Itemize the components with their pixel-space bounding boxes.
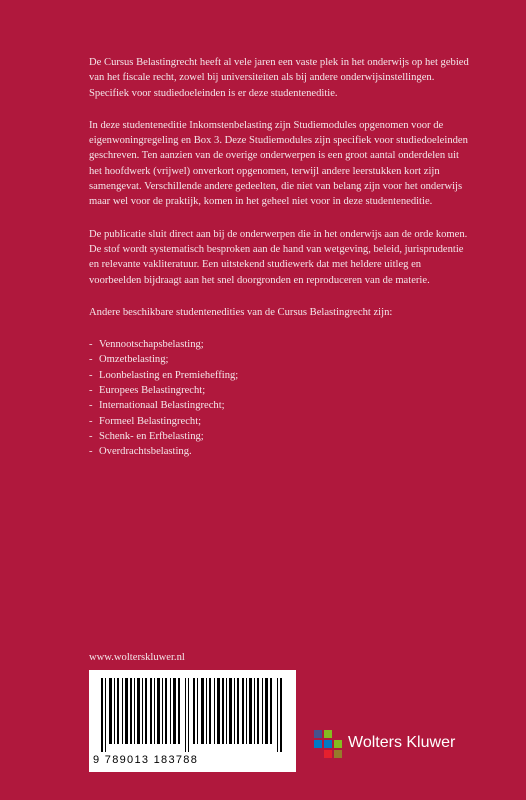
list-item: - Schenk- en Erfbelasting;: [89, 430, 204, 442]
list-item: - Loonbelasting en Premieheffing;: [89, 369, 239, 381]
wolters-kluwer-logo-icon: [314, 730, 342, 758]
list-item: - Europees Belastingrecht;: [89, 385, 206, 397]
publisher-name: Wolters Kluwer: [348, 734, 456, 751]
paragraph-intro: De Cursus Belastingrecht heeft al vele jaren een vaste plek in het onderwijs op het gebied van het fiscale recht, zowel bij universiteiten als bij andere onderwijsinstellingen. Specifiek voor studiedoeleinden is er deze studenteneditie.: [89, 57, 469, 99]
website-link[interactable]: www.wolterskluwer.nl: [89, 652, 185, 663]
list-item: - Vennootschapsbelasting;: [89, 339, 204, 351]
list-item: - Omzetbelasting;: [89, 354, 169, 366]
barcode-bars: [101, 678, 285, 752]
blurb: [89, 55, 469, 460]
editions-list: [89, 337, 469, 459]
paragraph-contents: In deze studenteneditie Inkomstenbelasting zijn Studiemodules opgenomen voor de eigenwoningregeling en Box 3. Deze Studiemodules zijn specifiek voor studiedoeleinden geschreven. Ten aanzien van de overige onderwerpen is een groot aantal onderdelen uit het hoofdwerk (vrijwel) onverkort opgenomen, terwijl andere leerstukken kort zijn samengevat. Verschillende andere gedeelten, die niet van belang zijn voor het onderwijs maar wel voor de praktijk, komen in het geheel niet voor in deze studenteneditie.: [89, 119, 468, 208]
list-item: - Formeel Belastingrecht;: [89, 415, 202, 427]
list-item: - Internationaal Belastingrecht;: [89, 400, 225, 412]
publisher-logo: [314, 726, 504, 766]
list-item: - Overdrachtsbelasting.: [89, 446, 192, 458]
paragraph-publication: De publicatie sluit direct aan bij de onderwerpen die in het onderwijs aan de orde komen. De stof wordt systematisch besproken aan de hand van wetgeving, beleid, jurisprudentie en relevante vakliteratuur. Een uitstekend studiewerk dat met heldere uitleg en voorbeelden bijdraagt aan het snel doorgronden en reproduceren van de materie.: [89, 228, 468, 286]
paragraph-editions-intro: Andere beschikbare studentenedities van de Cursus Belastingrecht zijn:: [89, 306, 393, 318]
isbn-number: 9 789013 183788: [93, 754, 199, 766]
isbn-barcode: [89, 670, 296, 772]
